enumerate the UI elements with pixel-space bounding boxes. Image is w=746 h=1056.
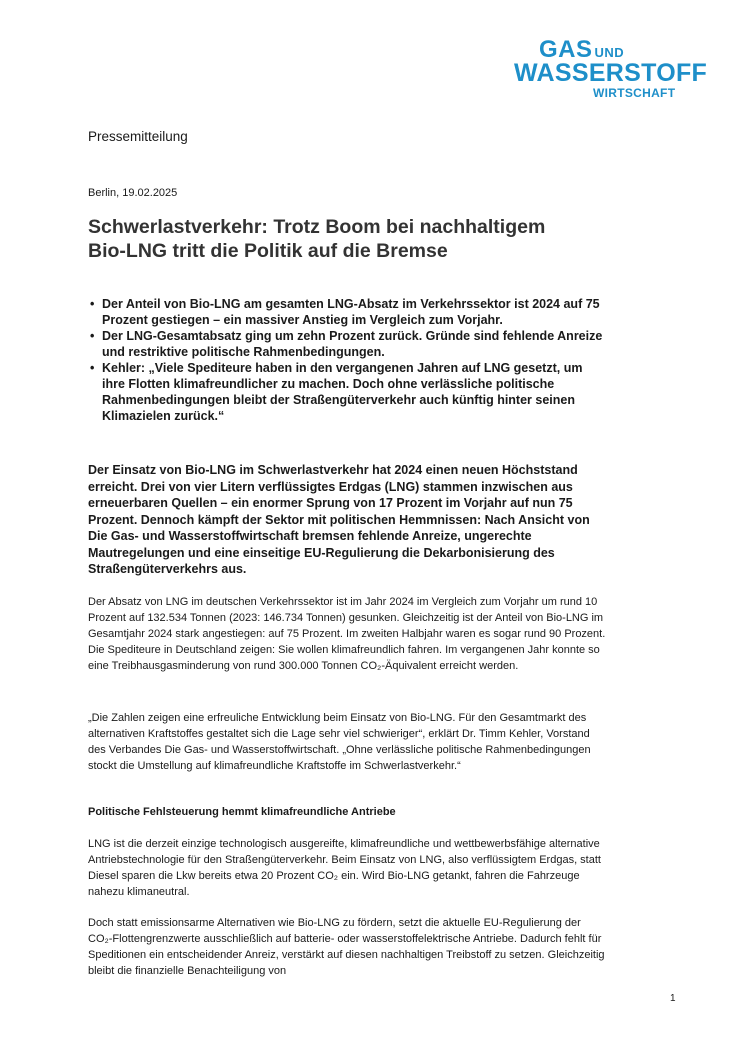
body-paragraph: Doch statt emissionsarme Alternativen wie Bio-LNG zu fördern, setzt die aktuelle EU-Regulierung der CO₂-Flottengrenzwerte ausschließlich auf batterie- oder wasserstoffelektrische Antriebe. Dadurch fehlt für Speditionen ein entscheidender Anreiz, verstärkt auf diesen nachhaltigen Treibstoff zu setzen. Gleichzeitig bleibt die finanzielle Benachteiligung von bbox=[88, 917, 605, 977]
logo-line-und: UND bbox=[594, 45, 625, 60]
summary-bullet: • Der Anteil von Bio-LNG am gesamten LNG-Absatz im Verkehrssektor ist 2024 auf 75 Prozent gestiegen – ein massiver Anstieg im Vergleich zum Vorjahr. bbox=[88, 296, 608, 328]
body-paragraph: Der Absatz von LNG im deutschen Verkehrssektor ist im Jahr 2024 im Vergleich zum Vorjahr um rund 10 Prozent auf 132.534 Tonnen (2023: 146.734 Tonnen) gesunken. Gleichzeitig ist der Anteil von Bio-LNG im Gesamtjahr 2024 stark angestiegen: auf 75 Prozent. Im zweiten Halbjahr waren es sogar rund 90 Prozent. Die Spediteure in Deutschland zeigen: Sie wollen klimafreundlich fahren. Im vergangenen Jahr konnte so eine Treibhausgasminderung von rund 300.000 Tonnen CO₂-Äquivalent erreicht werden. bbox=[88, 596, 606, 672]
summary-bullet: • Kehler: „Viele Spediteure haben in den vergangenen Jahren auf LNG gesetzt, um ihre Flotten klimafreundlicher zu machen. Doch ohne verlässliche politische Rahmenbedingungen bleibt der Straßengüterverkehr auch künftig hinter seinen Klimazielen zurück.“ bbox=[88, 360, 608, 424]
company-logo bbox=[512, 38, 708, 104]
document-type: Pressemitteilung bbox=[88, 129, 188, 144]
logo-line-wasserstoff: WASSERSTOFF bbox=[514, 59, 708, 87]
logo-line-wirtschaft: WIRTSCHAFT bbox=[593, 86, 676, 100]
summary-bullet: • Der LNG-Gesamtabsatz ging um zehn Prozent zurück. Gründe sind fehlende Anreize und restriktive politische Rahmenbedingungen. bbox=[88, 328, 608, 360]
dateline: Berlin, 19.02.2025 bbox=[88, 187, 178, 199]
section-heading: Politische Fehlsteuerung hemmt klimafreundliche Antriebe bbox=[88, 806, 396, 818]
lead-paragraph: Der Einsatz von Bio-LNG im Schwerlastverkehr hat 2024 einen neuen Höchststand erreicht. Drei von vier Litern verflüssigtes Erdgas (LNG) stammen inzwischen aus erneuerbaren Quellen – ein enormer Sprung von 17 Prozent im Vorjahr auf nun 75 Prozent. Dennoch kämpft der Sektor mit politischen Hemmnissen: Nach Ansicht von Die Gas- und Wasserstoffwirtschaft bremsen fehlende Anreize, ungerechte Mautregelungen und eine einseitige EU-Regulierung die Dekarbonisierung des Straßengüterverkehrs aus. bbox=[88, 463, 590, 576]
quote-paragraph: „Die Zahlen zeigen eine erfreuliche Entwicklung beim Einsatz von Bio-LNG. Für den Gesamtmarkt des alternativen Kraftstoffes gestaltet sich die Lage sehr viel schwieriger“, erklärt Dr. Timm Kehler, Vorstand des Verbandes Die Gas- und Wasserstoffwirtschaft. „Ohne verlässliche politische Rahmenbedingungen stockt die Umstellung auf klimafreundliche Kraftstoffe im Schwerlastverkehr.“ bbox=[88, 712, 591, 772]
page-number: 1 bbox=[670, 993, 676, 1004]
body-paragraph: LNG ist die derzeit einzige technologisch ausgereifte, klimafreundliche und wettbewerbsfähige alternative Antriebstechnologie für den Straßengüterverkehr. Beim Einsatz von LNG, also verflüssigtem Erdgas, statt Diesel sparen die Lkw bereits etwa 20 Prozent CO₂ ein. Wird Bio-LNG getankt, fahren die Fahrzeuge nahezu klimaneutral. bbox=[88, 838, 601, 898]
logo-line-gas: GAS UND bbox=[539, 36, 625, 63]
page-title: Schwerlastverkehr: Trotz Boom bei nachhaltigem Bio-LNG tritt die Politik auf die Bremse bbox=[88, 216, 546, 262]
summary-bullets bbox=[88, 296, 608, 424]
